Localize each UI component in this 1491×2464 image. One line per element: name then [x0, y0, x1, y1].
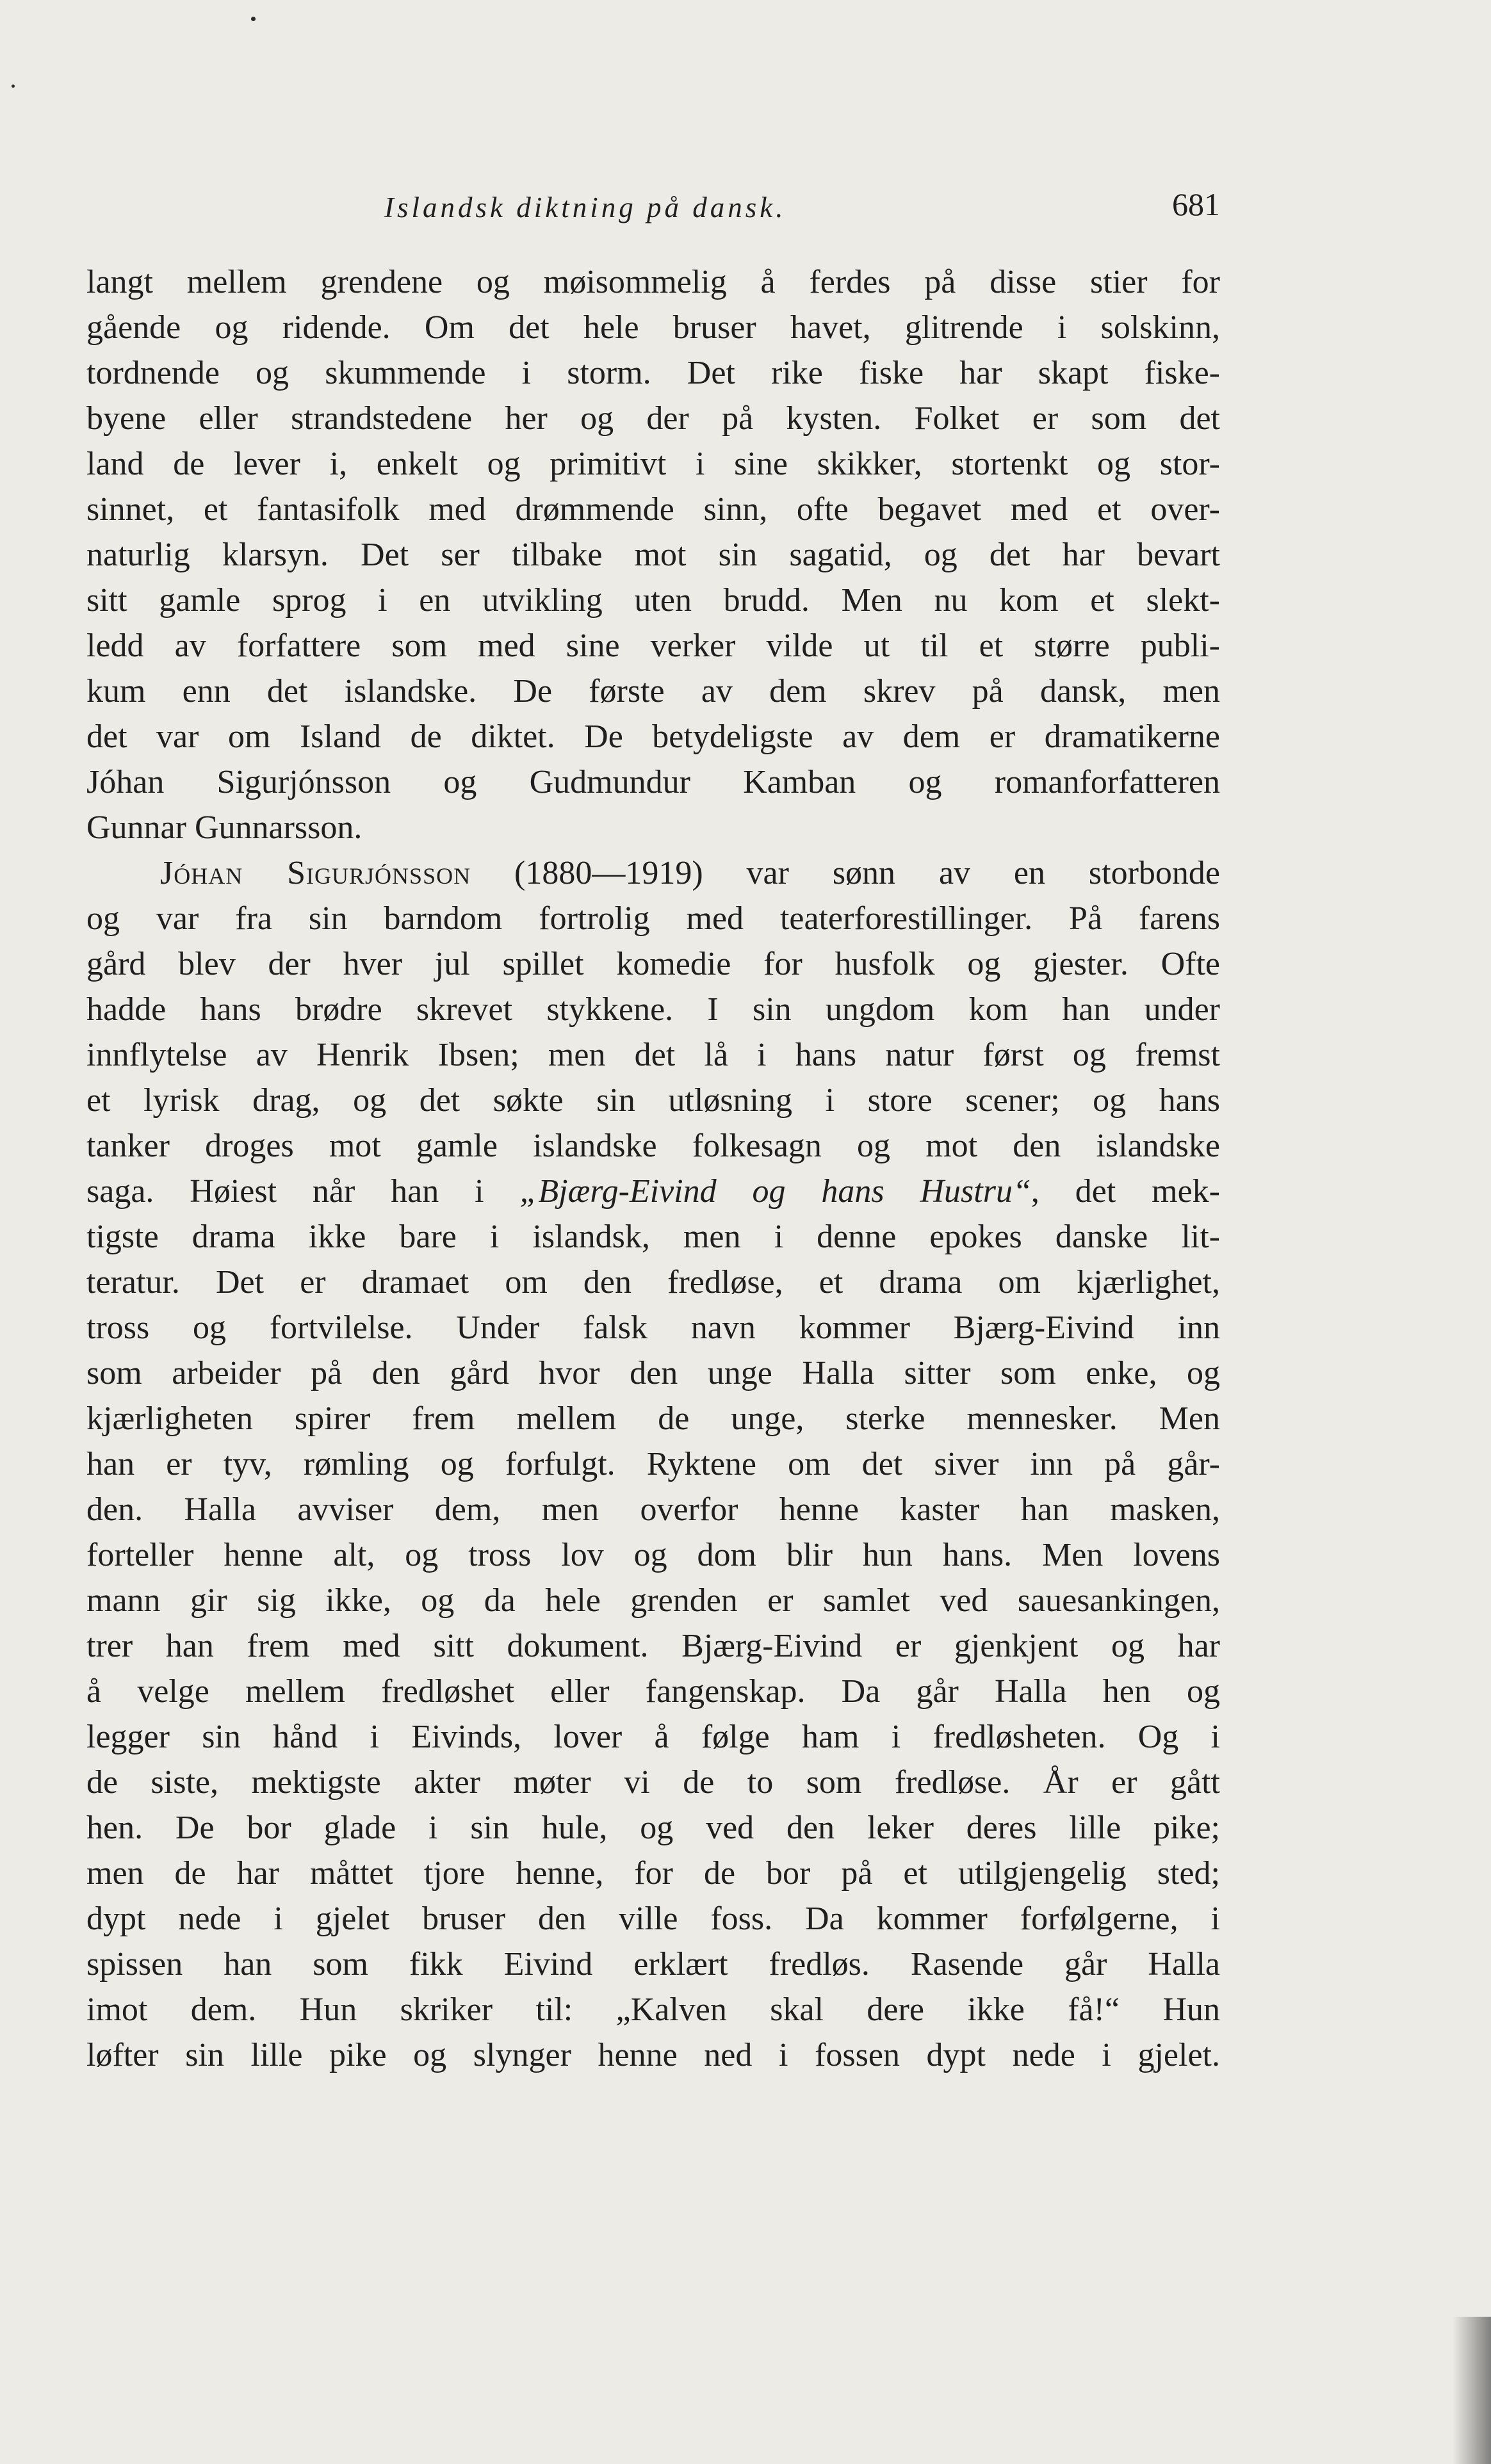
text-line — [86, 850, 1220, 896]
body-text — [86, 259, 1220, 2078]
text-line: legger sin hånd i Eivinds, lover å følge ham i fredløsheten. Og i — [86, 1719, 1220, 1755]
text-line: land de lever i, enkelt og primitivt i sine skikker, stortenkt og stor- — [86, 446, 1220, 482]
running-title: Islandsk diktning på dansk. — [384, 191, 786, 223]
text-line: kum enn det islandske. De første av dem skrev på dansk, men — [86, 673, 1220, 709]
text-line — [86, 1169, 1220, 1214]
text-fragment: , det mek- — [1031, 1173, 1220, 1210]
text-line: gård blev der hver jul spillet komedie for husfolk og gjester. Ofte — [86, 946, 1220, 982]
text-line: Jóhan Sigurjónsson og Gudmundur Kamban og romanforfatteren — [86, 764, 1220, 800]
text-line: sitt gamle sprog i en utvikling uten brudd. Men nu kom et slekt- — [86, 582, 1220, 619]
text-line: byene eller strandstedene her og der på kysten. Folket er som det — [86, 400, 1220, 437]
paragraph-2 — [86, 850, 1220, 2078]
text-line: tross og fortvilelse. Under falsk navn kommer Bjærg-Eivind inn — [86, 1309, 1220, 1346]
text-line: sinnet, et fantasifolk med drømmende sinn, ofte begavet med et over- — [86, 491, 1220, 528]
text-line: tordnende og skummende i storm. Det rike fiske har skapt fiske- — [86, 355, 1220, 391]
text-line: trer han frem med sitt dokument. Bjærg-Eivind er gjenkjent og har — [86, 1628, 1220, 1664]
ink-speck — [251, 17, 256, 21]
text-line: den. Halla avviser dem, men overfor henne kaster han masken, — [86, 1491, 1220, 1528]
text-line: og var fra sin barndom fortrolig med teaterforestillinger. På farens — [86, 900, 1220, 937]
text-line: gående og ridende. Om det hele bruser havet, glitrende i solskinn, — [86, 309, 1220, 346]
text-line: langt mellem grendene og møisommelig å ferdes på disse stier for — [86, 264, 1220, 300]
text-line: et lyrisk drag, og det søkte sin utløsning i store scener; og hans — [86, 1082, 1220, 1119]
page-edge-shadow — [1453, 2317, 1491, 2464]
text-line: kjærligheten spirer frem mellem de unge, sterke mennesker. Men — [86, 1400, 1220, 1437]
text-line: det var om Island de diktet. De betydeligste av dem er dramatikerne — [86, 718, 1220, 755]
author-name: Jóhan Sigurjónsson — [160, 855, 471, 891]
text-fragment: (1880—1919) var sønn av en storbonde — [514, 855, 1220, 891]
page-header — [86, 186, 1220, 237]
text-line: Gunnar Gunnarsson. — [86, 809, 363, 846]
text-line: hen. De bor glade i sin hule, og ved den leker deres lille pike; — [86, 1810, 1220, 1846]
ink-speck — [12, 85, 15, 88]
text-line: innflytelse av Henrik Ibsen; men det lå i hans natur først og fremst — [86, 1037, 1220, 1073]
text-line: teratur. Det er dramaet om den fredløse, et drama om kjærlighet, — [86, 1264, 1220, 1301]
text-line: dypt nede i gjelet bruser den ville foss. Da kommer forfølgerne, i — [86, 1901, 1220, 1937]
page-number: 681 — [1172, 186, 1220, 222]
text-line: å velge mellem fredløshet eller fangenskap. Da går Halla hen og — [86, 1673, 1220, 1710]
paragraph-1 — [86, 259, 1220, 850]
play-title: „Bjærg-Eivind og hans Hustru“ — [519, 1173, 1031, 1210]
text-line: løfter sin lille pike og slynger henne ned i fossen dypt nede i gjelet. — [86, 2037, 1220, 2073]
text-line: ledd av forfattere som med sine verker vilde ut til et større publi- — [86, 628, 1220, 664]
text-line: imot dem. Hun skriker til: „Kalven skal dere ikke få!“ Hun — [86, 1991, 1220, 2028]
text-line: forteller henne alt, og tross lov og dom blir hun hans. Men lovens — [86, 1537, 1220, 1573]
text-line: spissen han som fikk Eivind erklært fredløs. Rasende går Halla — [86, 1946, 1220, 1982]
text-line: tanker droges mot gamle islandske folkesagn og mot den islandske — [86, 1128, 1220, 1164]
text-line: mann gir sig ikke, og da hele grenden er samlet ved sauesankingen, — [86, 1582, 1220, 1619]
text-line: men de har måttet tjore henne, for de bor på et utilgjengelig sted; — [86, 1855, 1220, 1892]
text-line: naturlig klarsyn. Det ser tilbake mot sin sagatid, og det har bevart — [86, 537, 1220, 573]
text-fragment: saga. Høiest når han i — [86, 1173, 484, 1210]
text-line: hadde hans brødre skrevet stykkene. I sin ungdom kom han under — [86, 991, 1220, 1028]
text-line: som arbeider på den gård hvor den unge Halla sitter som enke, og — [86, 1355, 1220, 1391]
text-line: han er tyv, rømling og forfulgt. Ryktene om det siver inn på går- — [86, 1446, 1220, 1482]
text-line: de siste, mektigste akter møter vi de to som fredløse. År er gått — [86, 1764, 1220, 1801]
text-line: tigste drama ikke bare i islandsk, men i denne epokes danske lit- — [86, 1219, 1220, 1255]
